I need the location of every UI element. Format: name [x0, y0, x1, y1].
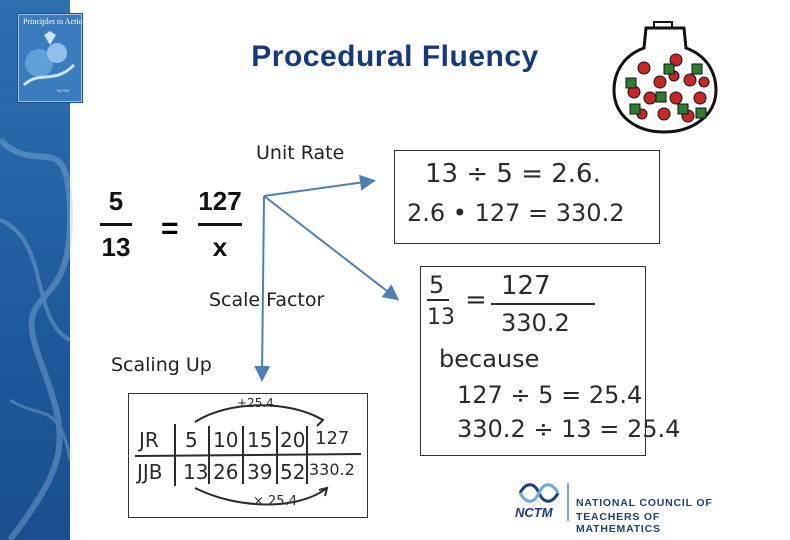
ratio-cell: 127: [315, 428, 350, 449]
ratio-cell: 5: [185, 428, 198, 452]
ratio-cell: 39: [247, 460, 273, 484]
scale-fraction-1-denominator: 13: [427, 305, 455, 330]
fraction-left-numerator: 5: [108, 186, 124, 216]
logo-divider: [567, 483, 569, 521]
unit-rate-work-image: [394, 150, 660, 244]
scale-equals: =: [465, 285, 487, 315]
scale-fraction-2-bar: [491, 303, 595, 305]
ratio-cell: 52: [280, 460, 306, 484]
scale-line-2: 127 ÷ 5 = 25.4: [457, 381, 643, 409]
fraction-right-denominator: x: [212, 232, 228, 262]
scale-fraction-2-denominator: 330.2: [501, 309, 570, 337]
scaling-up-label: Scaling Up: [111, 354, 212, 376]
book-cover-publisher: NCTM: [57, 88, 69, 93]
ratio-table-lines: [129, 394, 367, 517]
scale-fraction-1-bar: [427, 299, 449, 301]
logo-line-2: TEACHERS OF MATHEMATICS: [576, 511, 661, 535]
ratio-cell: 13: [183, 460, 209, 484]
ratio-cell: 26: [213, 460, 239, 484]
ratio-row-2-label: JJB: [137, 460, 163, 484]
logo-line-1: NATIONAL COUNCIL OF: [576, 497, 713, 509]
scale-fraction-1-numerator: 5: [429, 271, 445, 299]
scale-factor-label: Scale Factor: [209, 289, 325, 311]
ratio-cell: 330.2: [309, 460, 355, 479]
nctm-logo-acronym: NCTM: [515, 505, 553, 520]
ratio-cell: 20: [280, 428, 306, 452]
scale-factor-work-image: [420, 266, 681, 456]
scale-line-3: 330.2 ÷ 13 = 25.4: [457, 415, 681, 443]
arrow-to-scale-factor: [264, 196, 396, 298]
unit-rate-label: Unit Rate: [256, 142, 345, 164]
arrow-to-scaling-up: [262, 196, 264, 378]
scale-fraction-2-numerator: 127: [501, 271, 551, 301]
ratio-cell: 15: [247, 428, 273, 452]
scale-because: because: [439, 345, 540, 373]
ratio-table-work-image: [128, 393, 368, 518]
ratio-row-1-label: JR: [139, 428, 159, 452]
ratio-bottom-note: × 25.4: [253, 494, 297, 509]
fraction-right-numerator: 127: [198, 186, 242, 216]
fraction-left-denominator: 13: [101, 232, 131, 262]
ratio-top-note: +25.4: [237, 396, 274, 410]
ratio-cell: 10: [213, 428, 239, 452]
slide-title: Procedural Fluency: [251, 40, 539, 73]
unit-rate-line-1: 13 ÷ 5 = 2.6.: [425, 159, 601, 189]
unit-rate-line-2: 2.6 • 127 = 330.2: [407, 199, 625, 227]
book-cover-title: Principles to Actions: [23, 17, 90, 26]
nctm-logo-mark-icon: [516, 482, 562, 504]
arrow-to-unit-rate: [264, 181, 372, 196]
equals-sign: =: [161, 212, 179, 245]
